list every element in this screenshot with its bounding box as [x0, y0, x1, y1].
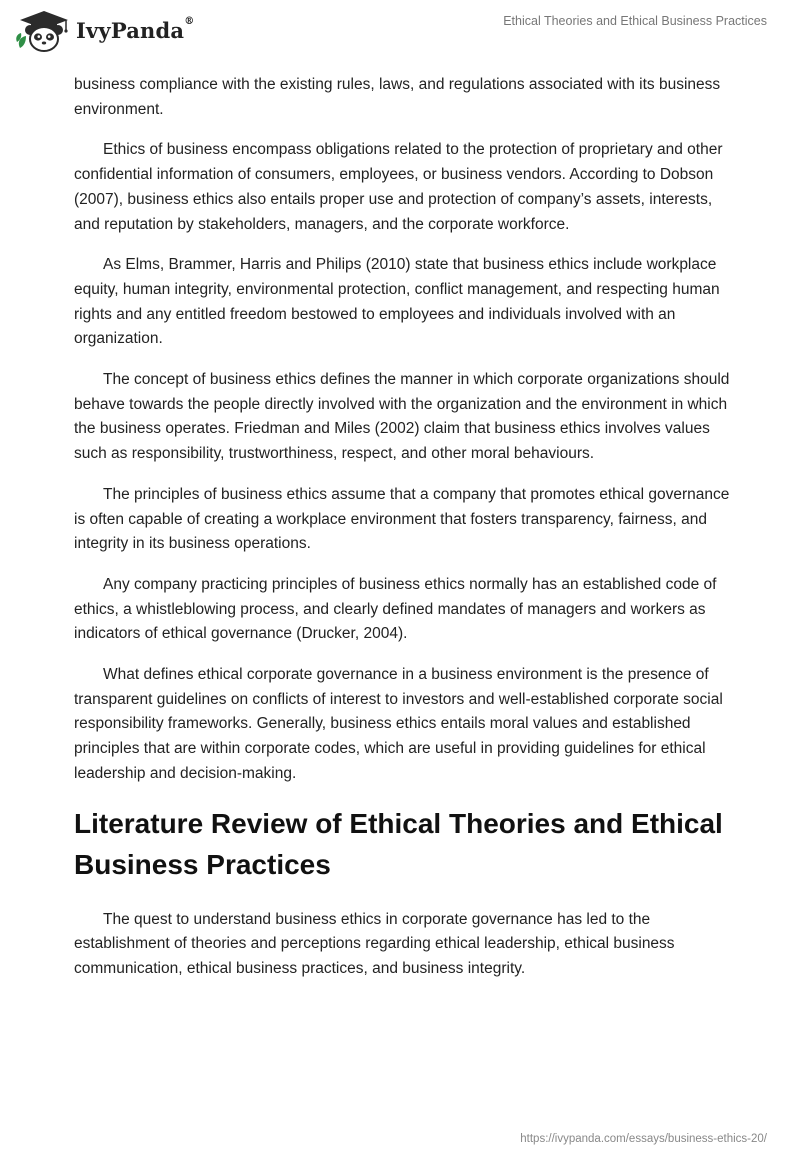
running-title: Ethical Theories and Ethical Business Practices: [503, 14, 767, 28]
essay-body: [74, 73, 734, 998]
brand-name: IvyPanda®: [76, 16, 195, 43]
page-header: [0, 0, 800, 70]
registered-mark: ®: [184, 16, 195, 27]
paragraph: What defines ethical corporate governance in a business environment is the presence of transparent guidelines on conflicts of interest to investors and well-established corporate social responsibility frameworks. Generally, business ethics entails moral values and established principles that are within corporate codes, which are useful in providing guidelines for ethical leadership and decision-making.: [74, 666, 723, 782]
paragraph: As Elms, Brammer, Harris and Philips (2010) state that business ethics include workplace equity, human integrity, environmental protection, conflict management, and respecting human rights and any entitled freedom bestowed to employees and individuals involved with an organization.: [74, 256, 720, 348]
brand-logo[interactable]: [14, 8, 194, 54]
source-url[interactable]: https://ivypanda.com/essays/business-ethics-20/: [520, 1133, 767, 1145]
panda-graduate-logo-icon: [14, 8, 72, 54]
paragraph: The quest to understand business ethics in corporate governance has led to the establishment of theories and perceptions regarding ethical leadership, ethical business communication, ethical business practices, and business integrity.: [74, 910, 675, 977]
paragraph: Ethics of business encompass obligations related to the protection of proprietary and other confidential information of consumers, employees, or business vendors. According to Dobson (2007), business ethics also entails proper use and protection of company’s assets, interests, and reputation by stakeholders, managers, and the corporate workforce.: [74, 141, 723, 233]
section-heading: Literature Review of Ethical Theories and Ethical Business Practices: [74, 807, 723, 880]
paragraph: The principles of business ethics assume that a company that promotes ethical governance is often capable of creating a workplace environment that fosters transparency, fairness, and integrity in its business operations.: [74, 485, 730, 553]
paragraph-continued: business compliance with the existing rules, laws, and regulations associated with its business environment.: [74, 76, 721, 118]
paragraph: Any company practicing principles of business ethics normally has an established code of ethics, a whistleblowing process, and clearly defined mandates of managers and workers as indicators of ethical governance (Drucker, 2004).: [74, 575, 717, 643]
paragraph: The concept of business ethics defines the manner in which corporate organizations should behave towards the people directly involved with the organization and the environment in which the business operates. Friedman and Miles (2002) claim that business ethics involves values such as responsibility, trustworthiness, respect, and other moral behaviours.: [74, 371, 730, 463]
